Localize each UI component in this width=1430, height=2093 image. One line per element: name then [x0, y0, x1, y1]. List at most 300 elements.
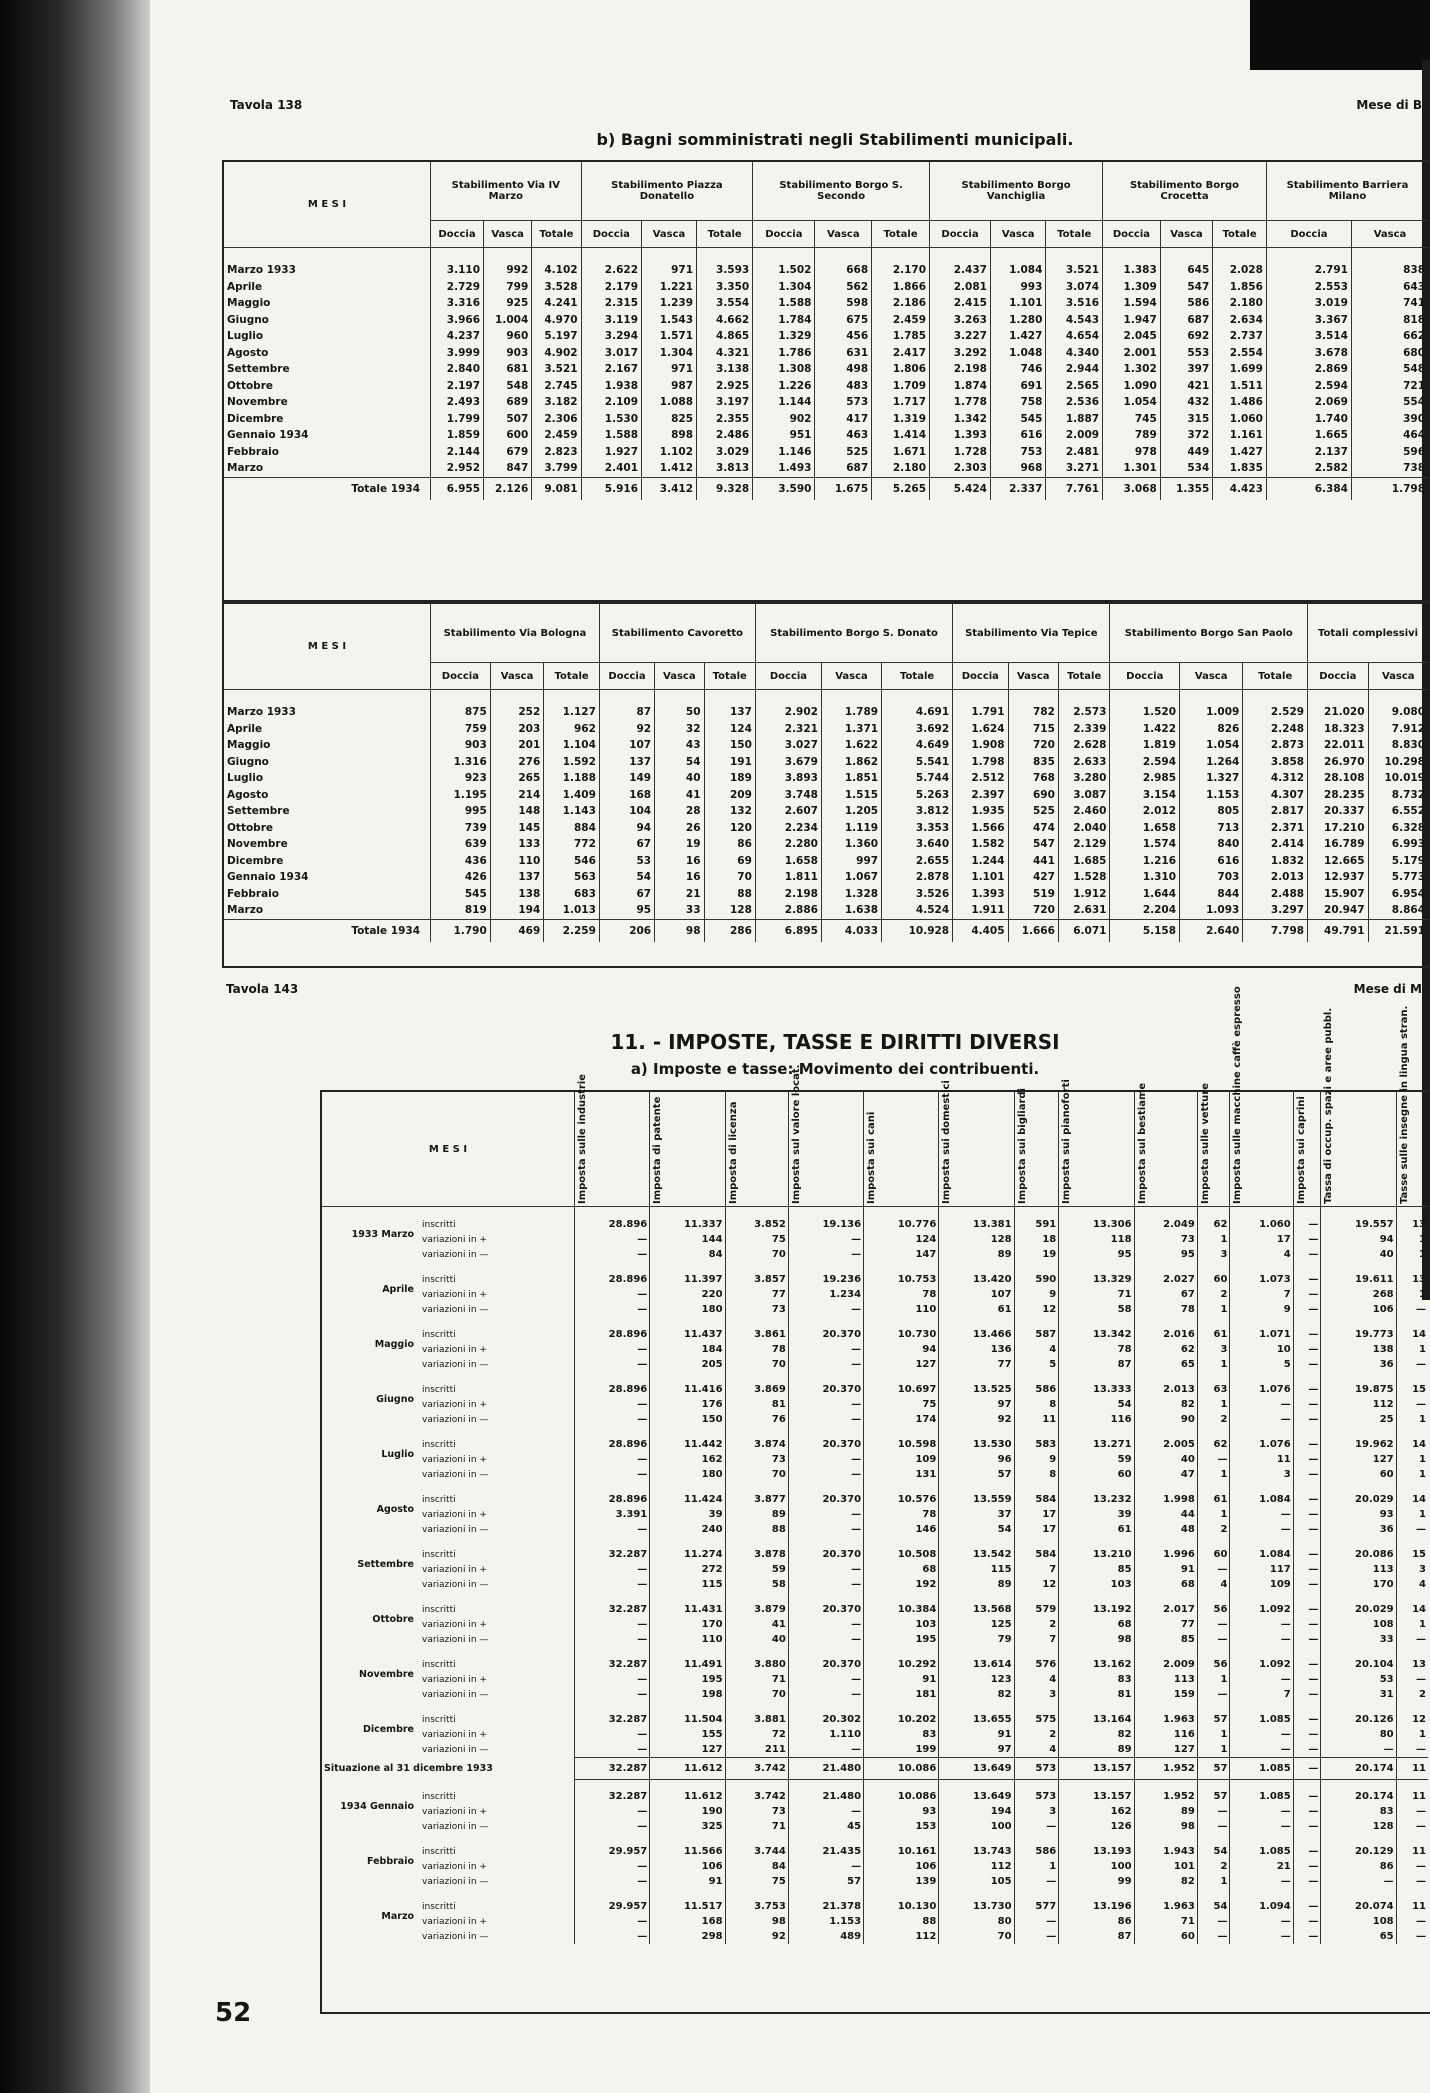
tax-column-header: Imposta sulle vetture	[1197, 1092, 1230, 1207]
cell-value: 1.239	[642, 295, 697, 312]
cell-value: 82	[1134, 1874, 1197, 1889]
cell-value: 21.378	[788, 1889, 863, 1914]
cell-value: —	[1293, 1742, 1321, 1757]
cell-value: 1.943	[1134, 1834, 1197, 1859]
cell-value: 3.857	[725, 1262, 788, 1287]
total-label: Totale 1934	[224, 919, 431, 942]
cell-value: —	[788, 1859, 863, 1874]
month-label: Maggio	[227, 739, 271, 752]
cell-value: 1.806	[872, 361, 930, 378]
cell-value: 29.957	[575, 1889, 650, 1914]
cell-value: 1.819	[1110, 737, 1180, 754]
situation-value: —	[1293, 1757, 1321, 1779]
cell-value: 147	[864, 1247, 939, 1262]
table-number-left: Tavola 138	[230, 98, 303, 112]
cell-value: 1.414	[872, 427, 930, 444]
cell-value: 13	[1396, 1647, 1428, 1672]
table-row	[322, 1592, 1428, 1617]
cell-value: 201	[490, 737, 544, 754]
cell-value: 95	[1059, 1247, 1134, 1262]
cell-value: 58	[725, 1577, 788, 1592]
table-row	[224, 394, 1428, 411]
cell-value: 2	[1197, 1287, 1230, 1302]
cell-value: 600	[484, 427, 532, 444]
cell-value: 1.422	[1110, 721, 1180, 738]
cell-value: 268	[1321, 1287, 1396, 1302]
cell-value: 563	[544, 869, 600, 886]
month-label: Febbraio	[227, 887, 279, 900]
cell-value: 1.717	[872, 394, 930, 411]
cell-value: 10.130	[864, 1889, 939, 1914]
subcol-header: Vasca	[642, 221, 697, 248]
cell-value: 1.304	[753, 279, 815, 296]
scan-corner-shadow	[1250, 0, 1430, 70]
cell-value: 1.067	[821, 869, 881, 886]
table-row	[224, 787, 1428, 804]
cell-value: 1.071	[1230, 1317, 1293, 1342]
total-value: 5.916	[581, 477, 641, 500]
cell-value: 32	[655, 721, 704, 738]
month-label: Luglio	[381, 1449, 414, 1460]
cell-value: 1.104	[544, 737, 600, 754]
cell-value: 1.101	[990, 295, 1045, 312]
cell-value: 1.638	[821, 902, 881, 919]
cell-value: 838	[1351, 248, 1428, 279]
cell-value: 4	[1014, 1342, 1059, 1357]
cell-value: 4.865	[697, 328, 753, 345]
cell-value: 94	[864, 1342, 939, 1357]
total-value: 286	[704, 919, 755, 942]
cell-value: 195	[864, 1632, 939, 1647]
cell-value: 3.692	[882, 721, 953, 738]
cell-value: 155	[650, 1727, 725, 1742]
cell-value: 168	[650, 1914, 725, 1929]
cell-value: 37	[939, 1507, 1014, 1522]
cell-value: 16.789	[1308, 836, 1368, 853]
cell-value: —	[1230, 1914, 1293, 1929]
cell-value: 10	[1230, 1342, 1293, 1357]
cell-value: 474	[1008, 820, 1058, 837]
cell-value: 28.108	[1308, 770, 1368, 787]
cell-value: 2.886	[755, 902, 821, 919]
cell-value: 13.559	[939, 1482, 1014, 1507]
cell-value: 150	[704, 737, 755, 754]
total-value: 1.675	[815, 477, 872, 500]
cell-value: 4.524	[882, 902, 953, 919]
cell-value: 21.480	[788, 1779, 863, 1804]
cell-value: 586	[1160, 295, 1212, 312]
cell-value: 75	[864, 1397, 939, 1412]
cell-value: 1	[1396, 1452, 1428, 1467]
cell-value: 818	[1351, 312, 1428, 329]
cell-value: 421	[1160, 378, 1212, 395]
cell-value: 2.952	[431, 460, 484, 477]
cell-value: —	[1293, 1397, 1321, 1412]
cell-value: —	[1293, 1617, 1321, 1632]
subcol-header: Totale	[872, 221, 930, 248]
cell-value: 1.084	[1230, 1482, 1293, 1507]
cell-value: 3.893	[755, 770, 821, 787]
cell-value: 1.102	[642, 444, 697, 461]
cell-value: 60	[1197, 1262, 1230, 1287]
subcol-header: Vasca	[1368, 663, 1428, 690]
cell-value: —	[1396, 1672, 1428, 1687]
cell-value: 978	[1103, 444, 1161, 461]
cell-value: 691	[990, 378, 1045, 395]
cell-value: 2.027	[1134, 1262, 1197, 1287]
table-row	[224, 328, 1428, 345]
cell-value: 113	[1134, 1672, 1197, 1687]
cell-value: 10.202	[864, 1702, 939, 1727]
section-title: b) Bagni somministrati negli Stabilimenti municipali.	[596, 130, 1074, 149]
total-value: 3.068	[1103, 477, 1161, 500]
table-row	[224, 754, 1428, 771]
cell-value: 10.753	[864, 1262, 939, 1287]
cell-value: 70	[725, 1687, 788, 1702]
cell-value: 1.093	[1180, 902, 1243, 919]
cell-value: 56	[1197, 1647, 1230, 1672]
cell-value: 145	[490, 820, 544, 837]
situation-value: 13.157	[1059, 1757, 1134, 1779]
cell-value: 1.740	[1266, 411, 1351, 428]
cell-value: 86	[1321, 1859, 1396, 1874]
cell-value: 1.328	[821, 886, 881, 903]
row-kind-label: variazioni in —	[422, 1414, 489, 1425]
cell-value: 1.101	[953, 869, 1008, 886]
cell-value: 997	[821, 853, 881, 870]
row-kind-label: variazioni in +	[422, 1729, 487, 1740]
cell-value: 1.908	[953, 737, 1008, 754]
cell-value: 86	[1059, 1914, 1134, 1929]
row-kind-label: inscritti	[422, 1846, 456, 1857]
cell-value: 2.437	[930, 248, 991, 279]
cell-value: 20.129	[1321, 1834, 1396, 1859]
cell-value: 2.607	[755, 803, 821, 820]
cell-value: 159	[1134, 1687, 1197, 1702]
cell-value: 39	[650, 1507, 725, 1522]
cell-value: 2.655	[882, 853, 953, 870]
cell-value: 1.851	[821, 770, 881, 787]
cell-value: —	[575, 1412, 650, 1427]
cell-value: 13	[1396, 1207, 1428, 1233]
cell-value: —	[1293, 1357, 1321, 1372]
cell-value: 13.730	[939, 1889, 1014, 1914]
cell-value: 1.161	[1213, 427, 1267, 444]
cell-value: 45	[788, 1819, 863, 1834]
cell-value: 1.582	[953, 836, 1008, 853]
cell-value: 168	[599, 787, 654, 804]
cell-value: 1.859	[431, 427, 484, 444]
cell-value: 1	[1197, 1507, 1230, 1522]
row-kind-label: inscritti	[422, 1494, 456, 1505]
cell-value: 2.573	[1058, 690, 1110, 721]
cell-value: 2.634	[1213, 312, 1267, 329]
cell-value: 7	[1014, 1632, 1059, 1647]
cell-value: 11.337	[650, 1207, 725, 1233]
cell-value: 553	[1160, 345, 1212, 362]
cell-value: 170	[1321, 1577, 1396, 1592]
total-value: 1.790	[431, 919, 491, 942]
cell-value: —	[575, 1287, 650, 1302]
cell-value: 1.927	[581, 444, 641, 461]
cell-value: 4	[1014, 1742, 1059, 1757]
cell-value: 3.640	[882, 836, 953, 853]
cell-value: 1.221	[642, 279, 697, 296]
cell-value: 86	[704, 836, 755, 853]
cell-value: 118	[1059, 1232, 1134, 1247]
total-value: 6.955	[431, 477, 484, 500]
cell-value: —	[788, 1412, 863, 1427]
cell-value: —	[575, 1397, 650, 1412]
cell-value: 13.342	[1059, 1317, 1134, 1342]
cell-value: 2.005	[1134, 1427, 1197, 1452]
cell-value: 19	[1014, 1247, 1059, 1262]
cell-value: 77	[725, 1287, 788, 1302]
row-kind-label: variazioni in —	[422, 1524, 489, 1535]
total-value: 5.158	[1110, 919, 1180, 942]
page	[160, 90, 1430, 2093]
subcol-header: Doccia	[599, 663, 654, 690]
cell-value: 176	[650, 1397, 725, 1412]
cell-value: 13.333	[1059, 1372, 1134, 1397]
cell-value: 2.198	[755, 886, 821, 903]
cell-value: —	[1321, 1742, 1396, 1757]
cell-value: 1.393	[953, 886, 1008, 903]
month-label: Marzo	[227, 462, 264, 475]
cell-value: 579	[1014, 1592, 1059, 1617]
cell-value: 8.864	[1368, 902, 1428, 919]
table-row	[322, 1412, 1428, 1427]
cell-value: —	[1293, 1247, 1321, 1262]
cell-value: —	[1230, 1632, 1293, 1647]
month-label: 1933 Marzo	[351, 1229, 414, 1240]
cell-value: 575	[1014, 1702, 1059, 1727]
table-row	[322, 1687, 1428, 1702]
cell-value: 4	[1230, 1247, 1293, 1262]
total-value: 5.424	[930, 477, 991, 500]
cell-value: —	[1396, 1819, 1428, 1834]
month-label: Marzo 1933	[227, 706, 296, 719]
cell-value: 57	[1197, 1702, 1230, 1727]
row-kind-label: inscritti	[422, 1791, 456, 1802]
month-label: Maggio	[227, 297, 271, 310]
cell-value: 1	[1197, 1742, 1230, 1757]
cell-value: 1.947	[1103, 312, 1161, 329]
cell-value: 137	[704, 690, 755, 721]
tax-column-header: Imposta sulle macchine caffè espresso	[1230, 1092, 1293, 1207]
cell-value: 13.381	[939, 1207, 1014, 1233]
cell-value: 2.873	[1243, 737, 1308, 754]
cell-value: 1.728	[930, 444, 991, 461]
cell-value: 534	[1160, 460, 1212, 477]
row-kind-label: inscritti	[422, 1901, 456, 1912]
cell-value: 194	[490, 902, 544, 919]
cell-value: 83	[1321, 1804, 1396, 1819]
cell-value: 107	[939, 1287, 1014, 1302]
cell-value: 17	[1014, 1507, 1059, 1522]
cell-value: —	[1293, 1874, 1321, 1889]
cell-value: 21	[655, 886, 704, 903]
cell-value: 703	[1180, 869, 1243, 886]
cell-value: —	[1293, 1804, 1321, 1819]
cell-value: 97	[939, 1742, 1014, 1757]
cell-value: —	[575, 1687, 650, 1702]
cell-value: —	[1293, 1914, 1321, 1929]
cell-value: 78	[864, 1287, 939, 1302]
cell-value: 240	[650, 1522, 725, 1537]
total-value: 98	[655, 919, 704, 942]
cell-value: 960	[484, 328, 532, 345]
cell-value: 2.069	[1266, 394, 1351, 411]
cell-value: 631	[815, 345, 872, 362]
cell-value: 596	[1351, 444, 1428, 461]
total-value: 9.328	[697, 477, 753, 500]
cell-value: 463	[815, 427, 872, 444]
cell-value: 1.304	[642, 345, 697, 362]
cell-value: 573	[815, 394, 872, 411]
cell-value: 110	[490, 853, 544, 870]
cell-value: 675	[815, 312, 872, 329]
cell-value: 2.017	[1134, 1592, 1197, 1617]
cell-value: 1.778	[930, 394, 991, 411]
cell-value: 61	[1059, 1522, 1134, 1537]
cell-value: —	[788, 1232, 863, 1247]
cell-value: —	[788, 1672, 863, 1687]
cell-value: 1.963	[1134, 1889, 1197, 1914]
cell-value: 1.119	[821, 820, 881, 837]
cell-value: 98	[725, 1914, 788, 1929]
cell-value: 199	[864, 1742, 939, 1757]
cell-value: 20.029	[1321, 1482, 1396, 1507]
cell-value: 1.309	[1103, 279, 1161, 296]
cell-value: 70	[725, 1467, 788, 1482]
cell-value: 21.020	[1308, 690, 1368, 721]
cell-value: —	[788, 1562, 863, 1577]
cell-value: 1	[1197, 1874, 1230, 1889]
subcol-header: Doccia	[1110, 663, 1180, 690]
cell-value: 61	[1197, 1317, 1230, 1342]
cell-value: 12	[1014, 1302, 1059, 1317]
cell-value: 548	[1351, 361, 1428, 378]
cell-value: 3.019	[1266, 295, 1351, 312]
table-row	[322, 1672, 1428, 1687]
cell-value: 1	[1197, 1672, 1230, 1687]
cell-value: 3	[1014, 1804, 1059, 1819]
cell-value: 10.298	[1368, 754, 1428, 771]
cell-value: 13.743	[939, 1834, 1014, 1859]
mesi-header: M E S I	[322, 1092, 575, 1207]
cell-value: 2.565	[1046, 378, 1103, 395]
cell-value: 2.878	[882, 869, 953, 886]
cell-value: 77	[1134, 1617, 1197, 1632]
total-value: 4.033	[821, 919, 881, 942]
table-row	[224, 444, 1428, 461]
cell-value: 65	[1134, 1357, 1197, 1372]
cell-value: 137	[490, 869, 544, 886]
cell-value: 1.085	[1230, 1702, 1293, 1727]
cell-value: 1.493	[753, 460, 815, 477]
subcol-header: Vasca	[1180, 663, 1243, 690]
cell-value: 79	[939, 1632, 1014, 1647]
cell-value: 14	[1396, 1482, 1428, 1507]
cell-value: 88	[704, 886, 755, 903]
cell-value: 3.119	[581, 312, 641, 329]
cell-value: 50	[655, 690, 704, 721]
cell-value: 6.328	[1368, 820, 1428, 837]
cell-value: 645	[1160, 248, 1212, 279]
cell-value: —	[1396, 1397, 1428, 1412]
cell-value: 9	[1014, 1452, 1059, 1467]
cell-value: 1.153	[788, 1914, 863, 1929]
cell-value: 12.937	[1308, 869, 1368, 886]
cell-value: 18.323	[1308, 721, 1368, 738]
situation-value: 57	[1197, 1757, 1230, 1779]
cell-value: 13.157	[1059, 1779, 1134, 1804]
cell-value: 109	[864, 1452, 939, 1467]
cell-value: —	[575, 1247, 650, 1262]
subcol-header: Vasca	[484, 221, 532, 248]
cell-value: 968	[990, 460, 1045, 477]
cell-value: 40	[1134, 1452, 1197, 1467]
table-row	[322, 1834, 1428, 1859]
group-header: Stabilimento Cavoretto	[599, 604, 755, 663]
cell-value: 971	[642, 248, 697, 279]
cell-value: 3.294	[581, 328, 641, 345]
cell-value: 2.198	[930, 361, 991, 378]
cell-value: 13.193	[1059, 1834, 1134, 1859]
cell-value: 2	[1197, 1522, 1230, 1537]
cell-value: —	[1293, 1342, 1321, 1357]
cell-value: 120	[704, 820, 755, 837]
cell-value: —	[1230, 1874, 1293, 1889]
cell-value: 739	[431, 820, 491, 837]
cell-value: 60	[1059, 1467, 1134, 1482]
cell-value: 1.515	[821, 787, 881, 804]
subcol-header: Totale	[1213, 221, 1267, 248]
cell-value: 112	[939, 1859, 1014, 1874]
table-row	[322, 1427, 1428, 1452]
cell-value: 1.092	[1230, 1647, 1293, 1672]
subcol-header: Vasca	[490, 663, 544, 690]
row-kind-label: variazioni in +	[422, 1454, 487, 1465]
cell-value: 2.594	[1266, 378, 1351, 395]
cell-value: 1.665	[1266, 427, 1351, 444]
month-label: Luglio	[227, 330, 264, 343]
cell-value: 8.830	[1368, 737, 1428, 754]
cell-value: 547	[1160, 279, 1212, 296]
cell-value: —	[788, 1342, 863, 1357]
cell-value: —	[1293, 1287, 1321, 1302]
cell-value: 2.460	[1058, 803, 1110, 820]
cell-value: 668	[815, 248, 872, 279]
cell-value: 13.420	[939, 1262, 1014, 1287]
cell-value: 20.104	[1321, 1647, 1396, 1672]
cell-value: 681	[484, 361, 532, 378]
table-row	[322, 1742, 1428, 1757]
total-value: 2.126	[484, 477, 532, 500]
total-value: 1.798	[1351, 477, 1428, 500]
cell-value: 1.856	[1213, 279, 1267, 296]
cell-value: —	[788, 1632, 863, 1647]
cell-value: 2.016	[1134, 1317, 1197, 1342]
cell-value: 3.744	[725, 1834, 788, 1859]
cell-value: 417	[815, 411, 872, 428]
cell-value: 101	[1134, 1859, 1197, 1874]
cell-value: 3.526	[882, 886, 953, 903]
table-row	[224, 248, 1428, 279]
cell-value: 106	[650, 1859, 725, 1874]
cell-value: 40	[1321, 1247, 1396, 1262]
